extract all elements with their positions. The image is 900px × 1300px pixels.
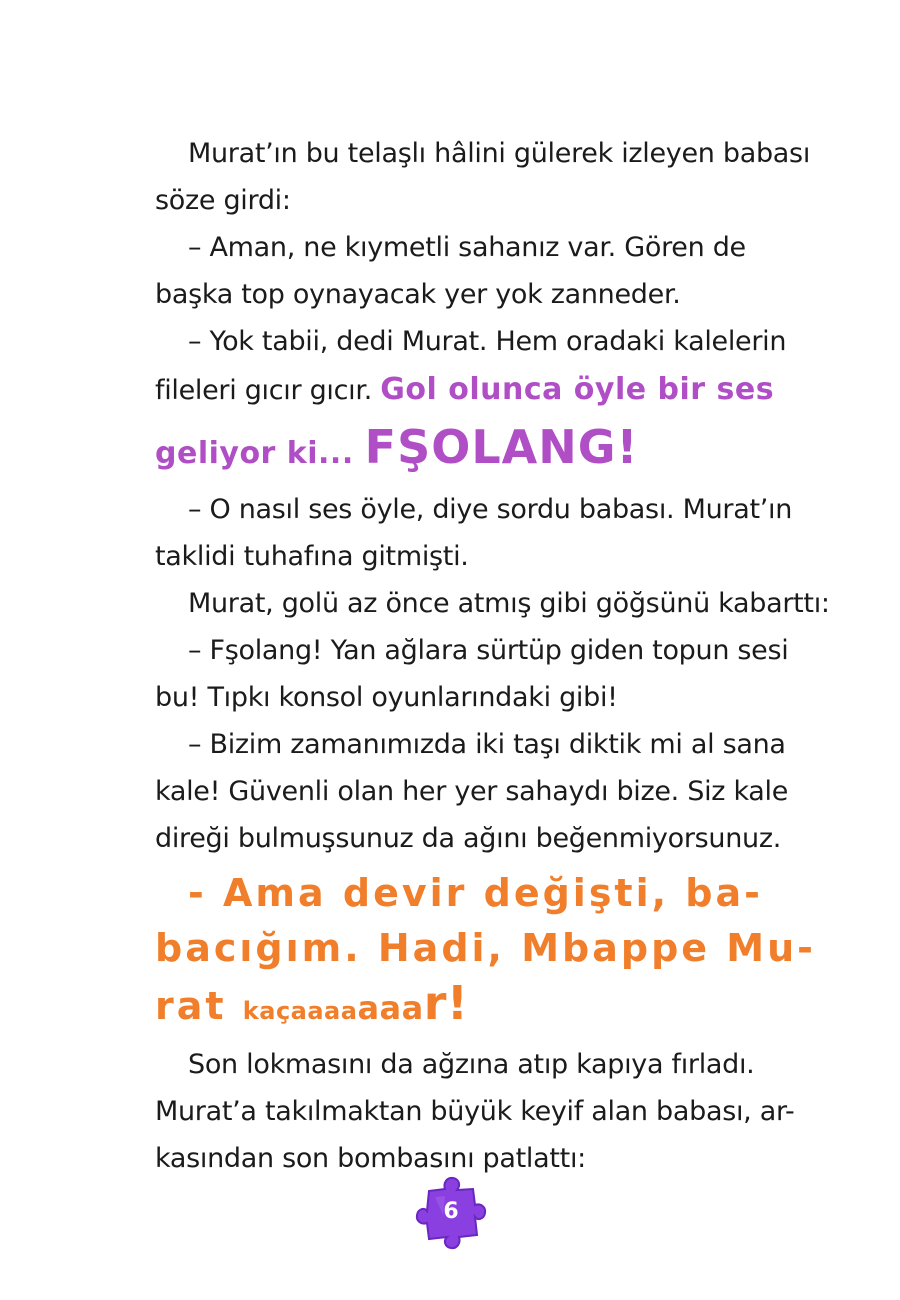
- shout-text-small: kaçaaaa: [242, 997, 358, 1025]
- shout-line: - Ama devir değişti, ba-: [188, 871, 763, 915]
- paragraph-3: [155, 318, 787, 486]
- text-line: kasından son bombasını patlattı:: [155, 1143, 586, 1174]
- shout-line: [155, 976, 735, 1039]
- text-line: – Yok tabii, dedi Murat. Hem oradaki kalelerin: [188, 326, 787, 357]
- paragraph-1: [155, 130, 811, 224]
- paragraph-5: [155, 580, 830, 627]
- text-line: Murat’ın bu telaşlı hâlini gülerek izleyen babası: [188, 138, 811, 169]
- text-line: – Fşolang! Yan ağlara sürtüp giden topun sesi: [188, 635, 789, 666]
- sound-effect-text: geliyor ki...: [155, 436, 365, 471]
- paragraph-4: [155, 486, 793, 580]
- text-line: kale! Güvenli olan her yer sahaydı bize. Siz kale: [155, 776, 789, 807]
- text-line: Murat’a takılmaktan büyük keyif alan babası, ar-: [155, 1096, 795, 1127]
- page-number-badge: [415, 1175, 487, 1255]
- shout-text: rat: [155, 984, 243, 1028]
- text-line: taklidi tuhafına gitmişti.: [155, 541, 469, 572]
- text-line: direği bulmuşsunuz da ağını beğenmiyorsunuz.: [155, 823, 781, 854]
- sound-effect-text: Gol olunca öyle bir ses: [380, 372, 775, 407]
- text-line: Murat, golü az önce atmış gibi göğsünü kabarttı:: [188, 588, 830, 619]
- paragraph-7: [155, 721, 789, 862]
- text-line: söze girdi:: [155, 185, 291, 216]
- shout-line: bacığım. Hadi, Mbappe Mu-: [155, 926, 816, 970]
- shout-text-big: r!: [423, 976, 469, 1030]
- shout-text-mid: aaa: [357, 989, 424, 1027]
- text-line: bu! Tıpkı konsol oyunlarındaki gibi!: [155, 682, 618, 713]
- text-line: [155, 365, 775, 416]
- text-line: – Aman, ne kıymetli sahanız var. Gören de: [188, 232, 746, 263]
- plain-text: fileleri gıcır gıcır.: [155, 375, 381, 406]
- paragraph-2: [155, 224, 746, 318]
- paragraph-9: [155, 1041, 795, 1182]
- paragraph-6: [155, 627, 789, 721]
- text-line: [155, 416, 735, 486]
- text-line: Son lokmasını da ağzına atıp kapıya fırladı.: [188, 1049, 755, 1080]
- text-line: – Bizim zamanımızda iki taşı diktik mi al sana: [188, 729, 786, 760]
- text-line: – O nasıl ses öyle, diye sordu babası. Murat’ın: [188, 494, 793, 525]
- story-text: [155, 130, 830, 1182]
- page-number: 6: [443, 1198, 459, 1224]
- sound-effect-big-text: FŞOLANG!: [364, 420, 639, 474]
- text-line: başka top oynayacak yer yok zanneder.: [155, 279, 681, 310]
- paragraph-8-shout: [155, 866, 816, 1039]
